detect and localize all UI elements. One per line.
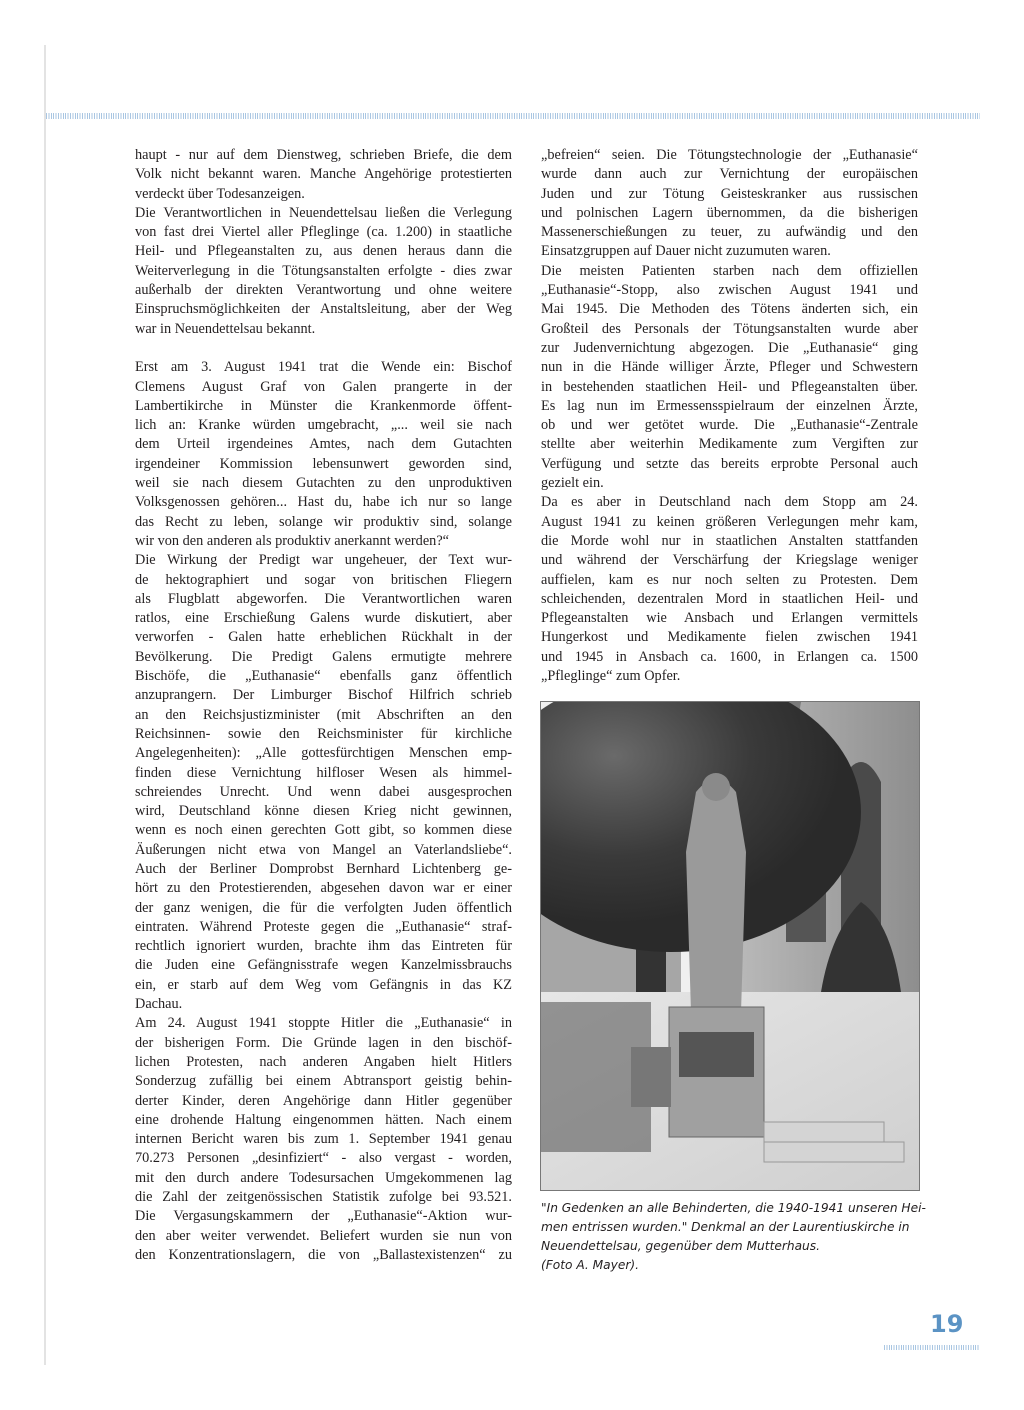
text-line: Lambertikirche in Münster die Krankenmorde öffent-: [135, 397, 512, 414]
text-line: de hektographiert und sogar von britischen Fliegern: [135, 571, 512, 588]
text-line: Dachau.: [135, 996, 183, 1013]
text-line: wurde dann auch zur Vernichtung der europäischen: [541, 166, 918, 183]
text-line: Am 24. August 1941 stoppte Hitler die „Euthanasie“ in: [135, 1015, 512, 1032]
margin-line: [44, 45, 46, 1365]
text-line: stellte aber weiterhin Medikamente zum Vergiften zur: [541, 436, 918, 453]
text-line: Die meisten Patienten starben nach dem offiziellen: [541, 262, 918, 279]
page-number: 19: [930, 1310, 964, 1338]
text-line: den Konzentrationslagern, die von „Ballastexistenzen“ zu: [135, 1246, 512, 1263]
text-line: Juden und zur Tötung Geisteskranker aus russischen: [541, 185, 918, 202]
text-line: lichen Protesten, nach anderen Angaben hielt Hitlers: [135, 1053, 512, 1070]
text-line: Reichsinnen- sowie den Reichsminister für kirchliche: [135, 725, 512, 742]
text-line: als Flugblatt abgeworfen. Die Verantwortlichen waren: [135, 590, 512, 607]
text-line: Die Verantwortlichen in Neuendettelsau ließen die Verlegung: [135, 204, 512, 221]
text-line: ratlos, eine Erschießung Galens wurde diskutiert, aber: [135, 610, 512, 627]
text-line: August 1941 zu keinen größeren Verlegungen mehr kam,: [541, 513, 918, 530]
text-line: Sonderzug zufällig bei einem Abtransport geistig behin-: [135, 1073, 512, 1090]
text-line: war in Neuendettelsau bekannt.: [135, 320, 316, 337]
text-line: Heil- und Pflegeanstalten zu, aus denen heraus dann die: [135, 243, 512, 260]
text-line: mit den durch andere Todesursachen Umgekommenen lag: [135, 1169, 512, 1186]
text-line: Clemens August Graf von Galen prangerte in der: [135, 378, 512, 395]
text-line: internen Bericht waren bis zum 1. September 1941 genau: [135, 1131, 512, 1148]
text-line: der bisherigen Form. Die Gründe lagen in den bischöf-: [135, 1034, 512, 1051]
text-line: „Euthanasie“-Stopp, also zwischen August 1941 und: [541, 282, 918, 299]
text-line: die Juden eine Gefängnisstrafe wegen Kanzelmissbrauchs: [135, 957, 512, 974]
text-line: wird, Deutschland könne diesen Krieg nicht gewinnen,: [135, 803, 512, 820]
text-line: Volksgenossen gehören... Hast du, habe ich nur so lange: [135, 494, 512, 511]
text-line: Erst am 3. August 1941 trat die Wende ein: Bischof: [135, 359, 512, 376]
text-line: eintraten. Während Proteste gegen die „Euthanasie“ straf-: [135, 918, 512, 935]
text-line: die Zahl der zeitgenössischen Statistik zufolge bei 93.521.: [135, 1189, 512, 1206]
memorial-photo-image: [541, 702, 919, 1190]
text-line: zur Judenvernichtung abgezogen. Die „Euthanasie“ ging: [541, 339, 918, 356]
text-line: weil sie nach diesem Gutachten zu den unproduktiven: [135, 475, 512, 492]
text-line: Verfügung und setzte das bereits erprobte Personal auch: [541, 455, 918, 472]
caption-line: "In Gedenken an alle Behinderten, die 1940-1941 unseren Hei-: [541, 1201, 926, 1215]
text-line: verdeckt über Todesanzeigen.: [135, 185, 305, 202]
text-line: Weiterverlegung in die Tötungsanstalten erfolgte - dies zwar: [135, 262, 512, 279]
text-line: lich an: Kranke würden umgebracht, „... weil sie nach: [135, 417, 512, 434]
text-line: Die Vergasungskammern der „Euthanasie“-Aktion wur-: [135, 1208, 512, 1225]
text-line: ob und wer getötet wurde. Die „Euthanasie“-Zentrale: [541, 417, 918, 434]
text-line: und 1945 in Ansbach ca. 1600, in Erlangen ca. 1500: [541, 648, 918, 665]
text-line: Angelegenheiten): „Alle gottesfürchtigen Menschen emp-: [135, 745, 512, 762]
text-line: dem Urteil irgendeines Amtes, nach dem Gutachten: [135, 436, 512, 453]
text-line: auffielen, kam es nur noch selten zu Protesten. Dem: [541, 571, 918, 588]
text-line: nun in die Hände williger Ärzte, Pfleger und Schwestern: [541, 359, 918, 376]
text-line: Äußerungen nicht etwa von Mangel an Vaterlandsliebe“.: [135, 841, 512, 858]
text-line: wir von den anderen als produktiv anerkannt werden?“: [135, 532, 450, 549]
text-line: Massenerschießungen zu teuer, zu aufwändig und den: [541, 224, 918, 241]
text-line: schleichenden, dezentralen Mord in staatlichen Heil- und: [541, 590, 918, 607]
left-text-column: [135, 146, 512, 1265]
text-line: „befreien“ seien. Die Tötungstechnologie der „Euthanasie“: [541, 147, 918, 163]
text-line: von fast drei Viertel aller Pfleglinge (ca. 1.200) in staatliche: [135, 224, 512, 241]
text-line: rechtlich ignoriert wurden, brachte ihm das Eintreten für: [135, 938, 512, 955]
text-line: eine drohende Haltung eingenommen hätten. Nach einem: [135, 1111, 512, 1128]
footer-rule: [884, 1345, 980, 1350]
text-line: schreiendes Unrecht. Und wenn dabei ausgesprochen: [135, 783, 512, 800]
text-line: Einspruchsmöglichkeiten der Anstaltsleitung, aber der Weg: [135, 301, 512, 318]
text-line: die Morde wohl nur in staatlichen Anstalten stattfanden: [541, 532, 918, 549]
text-line: anzuprangern. Der Limburger Bischof Hilfrich schrieb: [135, 687, 512, 704]
text-line: Volk nicht bekannt waren. Manche Angehörige protestierten: [135, 166, 512, 183]
text-line: Hungerkost und Medikamente fielen zwischen 1941: [541, 629, 918, 646]
text-line: haupt - nur auf dem Dienstweg, schrieben Briefe, die dem: [135, 147, 512, 163]
text-line: Die Wirkung der Predigt war ungeheuer, der Text wur-: [135, 552, 512, 569]
text-line: Bevölkerung. Die Predigt Galens ermutigte mehrere: [135, 648, 512, 665]
text-line: an den Reichsjustizminister (mit Abschriften an den: [135, 706, 512, 723]
text-line: Auch der Berliner Domprobst Bernhard Lichtenberg ge-: [135, 860, 512, 877]
text-line: finden diese Vernichtung hilfloser Wesen als himmel-: [135, 764, 512, 781]
text-line: Einsatzgruppen auf Dauer nicht zuzumuten waren.: [541, 243, 831, 260]
header-rule: [46, 113, 980, 119]
text-line: wenn es noch einen gerechten Gott gibt, so kommen diese: [135, 822, 512, 839]
text-line: Da es aber in Deutschland nach dem Stopp am 24.: [541, 494, 918, 511]
text-line: „Pfleglinge“ zum Opfer.: [541, 668, 681, 685]
text-line: Es lag nun im Ermessensspielraum der einzelnen Ärzte,: [541, 397, 918, 414]
text-line: der ganz wenigen, die für die verfolgten Juden öffentlich: [135, 899, 512, 916]
caption-line: Neuendettelsau, gegenüber dem Mutterhaus.: [541, 1239, 820, 1253]
text-line: ein, er starb auf dem Weg vom Gefängnis in das KZ: [135, 976, 512, 993]
text-line: Großteil des Personals der Tötungsanstalten wurde aber: [541, 320, 918, 337]
caption-line: men entrissen wurden." Denkmal an der Laurentiuskirche in: [541, 1220, 910, 1234]
photo-caption: [541, 1199, 926, 1275]
text-line: Bischöfe, die „Euthanasie“ ebenfalls ganz öffentlich: [135, 668, 512, 685]
memorial-photo: [540, 701, 920, 1191]
text-line: das Recht zu leben, solange wir produktiv sind, solange: [135, 513, 512, 530]
text-line: [135, 339, 512, 358]
text-line: und während der Verschärfung der Kriegslage weniger: [541, 552, 918, 569]
text-line: außerhalb der direkten Verantwortung und ohne weitere: [135, 282, 512, 299]
text-line: gezielt ein.: [541, 475, 604, 492]
text-line: hört zu den Protestierenden, abgesehen davon war er einer: [135, 880, 512, 897]
text-line: in bestehenden staatlichen Heil- und Pflegeanstalten über.: [541, 378, 918, 395]
caption-line: (Foto A. Mayer).: [541, 1258, 639, 1272]
text-line: derter Kinder, deren Angehörige dann Hitler gegenüber: [135, 1092, 512, 1109]
text-line: Pflegeanstalten wie Ansbach und Erlangen vermittels: [541, 610, 918, 627]
text-line: 70.273 Personen „desinfiziert“ - also vergast - worden,: [135, 1150, 512, 1167]
right-text-column: [541, 146, 918, 686]
text-line: und polnischen Lagern übernommen, da die bisherigen: [541, 204, 918, 221]
text-line: irgendeiner Kommission lebensunwert geworden sind,: [135, 455, 512, 472]
text-line: verworfen - Galen hatte erheblichen Rückhalt in der: [135, 629, 512, 646]
text-line: Mai 1945. Die Methoden des Tötens änderten sich, ein: [541, 301, 918, 318]
text-line: den aber weiter verwendet. Beliefert wurden sie nun von: [135, 1227, 512, 1244]
